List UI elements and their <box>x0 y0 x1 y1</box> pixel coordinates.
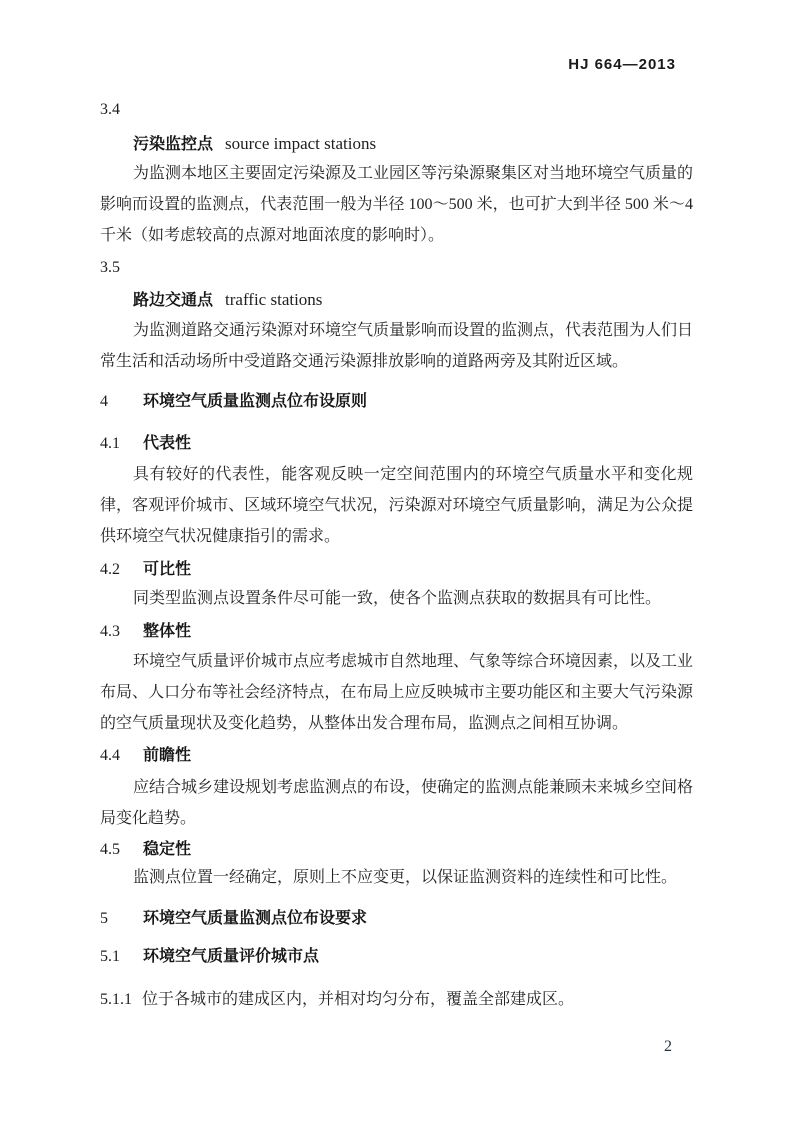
section-title: 代表性 <box>143 435 192 452</box>
section-4-5-body: 监测点位置一经确定，原则上不应变更，以保证监测资料的连续性和可比性。 <box>133 869 678 886</box>
clause-number: 5.1.1 <box>100 991 132 1008</box>
section-5-1-heading <box>100 946 693 967</box>
chapter-title: 环境空气质量监测点位布设要求 <box>143 910 368 927</box>
page-number: 2 <box>664 1038 672 1055</box>
term-definition-3-4: 为监测本地区主要固定污染源及工业园区等污染源聚集区对当地环境空气质量的影响而设置的监测点，代表范围一般为半径 100～500 米，也可扩大到半径 500 米～4 千米（如考虑较高的点源对地面浓度的影响时）。 <box>100 165 694 244</box>
clause-5-1-1 <box>100 984 693 1015</box>
section-4-4-body: 应结合城乡建设规划考虑监测点的布设，使确定的监测点能兼顾未来城乡空间格局变化趋势。 <box>100 779 694 827</box>
chapter-title: 环境空气质量监测点位布设原则 <box>143 393 368 410</box>
section-number: 4.3 <box>100 623 120 640</box>
term-number-3-4: 3.4 <box>100 101 120 118</box>
chapter-4-heading <box>100 391 693 412</box>
section-number: 4.1 <box>100 435 120 452</box>
section-4-1-heading <box>100 433 693 454</box>
section-number: 4.2 <box>100 561 120 578</box>
clause-text: 位于各城市的建成区内，并相对均匀分布，覆盖全部建成区。 <box>142 991 575 1008</box>
term-definition-3-5: 为监测道路交通污染源对环境空气质量影响而设置的监测点，代表范围为人们日常生活和活动场所中受道路交通污染源排放影响的道路两旁及其附近区域。 <box>100 322 694 370</box>
term-zh-label: 路边交通点 <box>133 292 214 309</box>
chapter-number: 4 <box>100 393 108 410</box>
term-number-3-5: 3.5 <box>100 259 120 276</box>
section-4-2-heading <box>100 559 693 580</box>
section-title: 环境空气质量评价城市点 <box>143 948 320 965</box>
section-number: 4.5 <box>100 841 120 858</box>
section-title: 稳定性 <box>143 841 192 858</box>
chapter-number: 5 <box>100 910 108 927</box>
term-en-label: source impact stations <box>225 134 377 153</box>
section-title: 前瞻性 <box>143 747 192 764</box>
section-4-1-body: 具有较好的代表性，能客观反映一定空间范围内的环境空气质量水平和变化规律，客观评价城市、区域环境空气状况，污染源对环境空气质量影响，满足为公众提供环境空气状况健康指引的需求。 <box>100 466 693 545</box>
section-title: 可比性 <box>143 561 192 578</box>
section-title: 整体性 <box>143 623 192 640</box>
section-4-4-heading <box>100 745 693 766</box>
section-4-3-heading <box>100 621 693 642</box>
section-4-3-body: 环境空气质量评价城市点应考虑城市自然地理、气象等综合环境因素，以及工业布局、人口分布等社会经济特点，在布局上应反映城市主要功能区和主要大气污染源的空气质量现状及变化趋势，从整体出发合理布局，监测点之间相互协调。 <box>100 653 694 732</box>
term-heading-3-5 <box>100 289 693 311</box>
section-number: 4.4 <box>100 747 120 764</box>
term-en-label: traffic stations <box>225 290 323 309</box>
term-zh-label: 污染监控点 <box>133 136 214 153</box>
section-4-5-heading <box>100 839 693 860</box>
section-number: 5.1 <box>100 948 120 965</box>
term-heading-3-4 <box>100 133 693 155</box>
section-4-2-body: 同类型监测点设置条件尽可能一致，使各个监测点获取的数据具有可比性。 <box>133 590 662 607</box>
document-code-header: HJ 664—2013 <box>568 56 676 73</box>
chapter-5-heading <box>100 908 693 929</box>
